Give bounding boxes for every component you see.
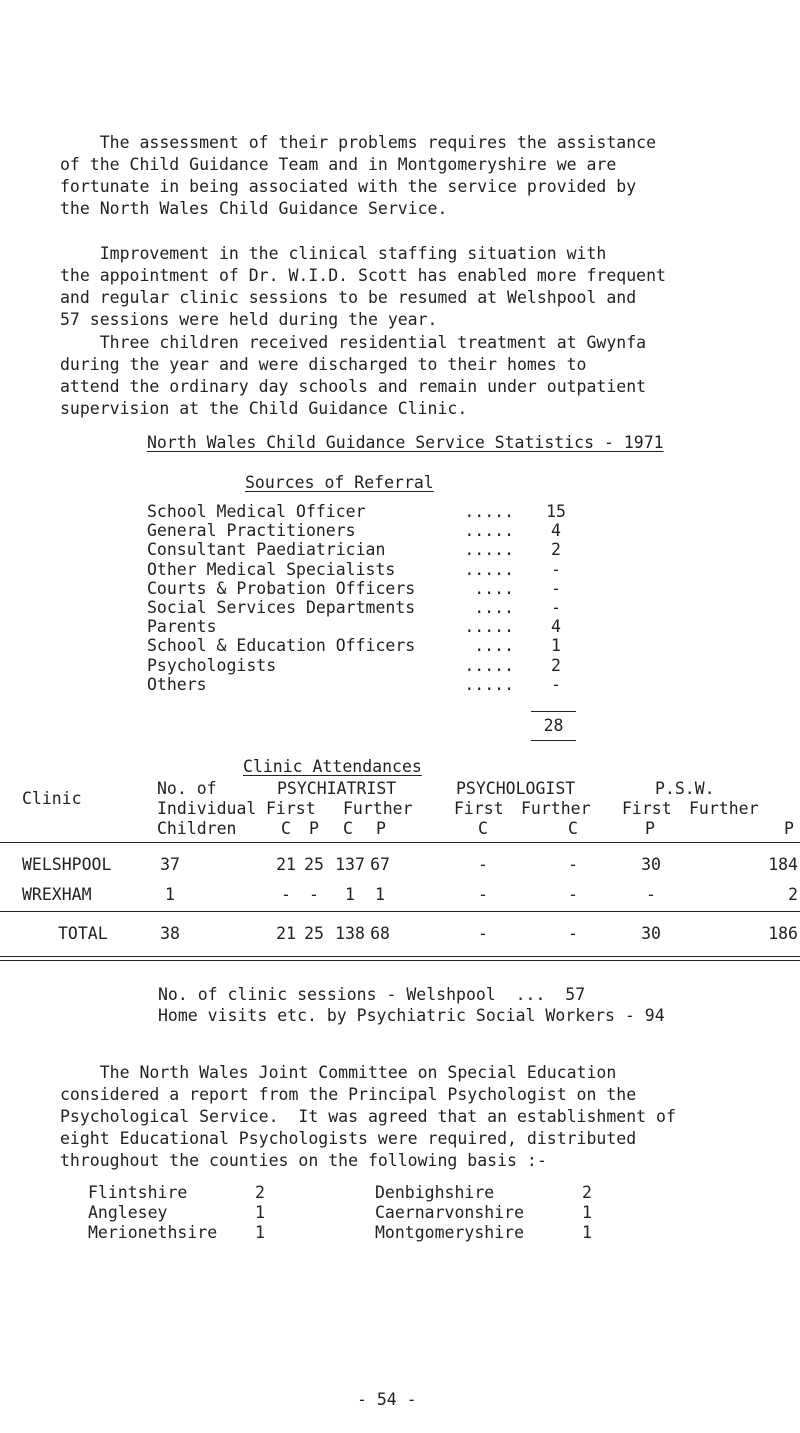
header-psw: P.S.W. [655, 779, 715, 798]
header-c: C [478, 819, 488, 838]
referral-label: School Medical Officer [147, 502, 366, 521]
county-count: 2 [582, 1183, 592, 1202]
cell-pcl-first-c: - [478, 885, 488, 904]
sessions-line: No. of clinic sessions - Welshpool ... 57 [158, 985, 586, 1004]
referral-label: Courts & Probation Officers [147, 579, 416, 598]
table-rule [0, 911, 800, 912]
referral-label: Psychologists [147, 656, 277, 675]
cell-pcl-first-c: - [478, 855, 488, 874]
text-line: the appointment of Dr. W.I.D. Scott has enabled more frequent [60, 266, 666, 285]
text-line: and regular clinic sessions to be resumed at Welshpool and [60, 288, 637, 307]
cell-psw-first-p: 30 [641, 855, 661, 874]
text-line: throughout the counties on the following basis :- [60, 1151, 547, 1170]
referral-leader-dots: ..... [464, 617, 514, 636]
county-name: Merionethsire [88, 1223, 218, 1242]
referral-leader-dots: ..... [464, 502, 514, 521]
text-line: the North Wales Child Guidance Service. [60, 199, 448, 218]
header-psychiatrist: PSYCHIATRIST [277, 779, 397, 798]
county-count: 2 [255, 1183, 265, 1202]
header-p: P [309, 819, 319, 838]
referral-value: 1 [551, 636, 561, 655]
header-psy-first: First [266, 799, 316, 818]
referral-leader-dots: .... [474, 636, 514, 655]
header-p: P [645, 819, 655, 838]
referral-leader-dots: ..... [464, 521, 514, 540]
text-line: fortunate in being associated with the service provided by [60, 177, 637, 196]
referral-value: - [551, 560, 561, 579]
referral-label: Consultant Paediatrician [147, 540, 386, 559]
county-name: Montgomeryshire [375, 1223, 525, 1242]
header-children: Children [157, 819, 237, 838]
referral-value: 2 [551, 540, 561, 559]
total-rule [531, 711, 576, 712]
text-line: during the year and were discharged to their homes to [60, 355, 587, 374]
cell-psw-first-p: 30 [641, 924, 661, 943]
attendances-heading: Clinic Attendances [243, 757, 422, 776]
text-line: The North Wales Joint Committee on Special Education [60, 1063, 617, 1082]
cell-clinic: TOTAL [58, 924, 108, 943]
referral-value: 4 [551, 617, 561, 636]
referral-value: 15 [546, 502, 566, 521]
referral-leader-dots: .... [474, 598, 514, 617]
cell-psw-further-p: 2 [788, 885, 798, 904]
cell-children: 1 [165, 885, 175, 904]
cell-psy-further-c: 1 [345, 885, 355, 904]
page-number: - 54 - [357, 1390, 417, 1409]
text-line: of the Child Guidance Team and in Montgomeryshire we are [60, 155, 617, 174]
header-pcl-first: First [454, 799, 504, 818]
header-psychologist: PSYCHOLOGIST [456, 779, 576, 798]
county-count: 1 [582, 1223, 592, 1242]
cell-children: 38 [160, 924, 180, 943]
cell-psy-first-c: 21 [276, 924, 296, 943]
cell-psy-first-c: 21 [276, 855, 296, 874]
header-p: P [784, 819, 794, 838]
cell-psy-further-c: 138 [335, 924, 365, 943]
cell-clinic: WELSHPOOL [22, 855, 112, 874]
text-line: Improvement in the clinical staffing situation with [60, 244, 607, 263]
cell-psw-first-p: - [646, 885, 656, 904]
cell-pcl-further-c: - [568, 885, 578, 904]
header-individual: Individual [157, 799, 257, 818]
header-psw-first: First [622, 799, 672, 818]
cell-pcl-further-c: - [568, 855, 578, 874]
referral-heading: Sources of Referral [245, 473, 434, 492]
table-rule [0, 842, 800, 843]
referral-leader-dots: ..... [464, 656, 514, 675]
header-psw-further: Further [689, 799, 759, 818]
county-name: Anglesey [88, 1203, 168, 1222]
cell-pcl-further-c: - [568, 924, 578, 943]
referral-value: - [551, 598, 561, 617]
cell-psy-further-p: 1 [375, 885, 385, 904]
county-name: Denbighshire [375, 1183, 495, 1202]
referral-value: 2 [551, 656, 561, 675]
referral-label: School & Education Officers [147, 636, 416, 655]
cell-psw-further-p: 184 [768, 855, 798, 874]
home-visits-line: Home visits etc. by Psychiatric Social Workers - 94 [158, 1006, 665, 1025]
text-line: considered a report from the Principal Psychologist on the [60, 1085, 637, 1104]
referral-leader-dots: ..... [464, 675, 514, 694]
text-line: Three children received residential treatment at Gwynfa [60, 333, 647, 352]
cell-psy-further-p: 67 [370, 855, 390, 874]
cell-clinic: WREXHAM [22, 885, 92, 904]
header-psy-further: Further [343, 799, 413, 818]
county-count: 1 [582, 1203, 592, 1222]
text-line: attend the ordinary day schools and remain under outpatient [60, 377, 647, 396]
cell-psy-first-p: 25 [304, 924, 324, 943]
referral-leader-dots: ..... [464, 540, 514, 559]
header-c: C [568, 819, 578, 838]
text-line: eight Educational Psychologists were required, distributed [60, 1129, 637, 1148]
cell-psy-first-c: - [281, 885, 291, 904]
referral-label: Parents [147, 617, 217, 636]
cell-psw-further-p: 186 [768, 924, 798, 943]
cell-psy-further-p: 68 [370, 924, 390, 943]
referral-leader-dots: .... [474, 579, 514, 598]
referral-value: 4 [551, 521, 561, 540]
county-count: 1 [255, 1223, 265, 1242]
header-p: P [376, 819, 386, 838]
header-clinic: Clinic [22, 789, 82, 808]
total-rule [531, 740, 576, 741]
referral-label: General Practitioners [147, 521, 356, 540]
text-line: The assessment of their problems requires the assistance [60, 133, 657, 152]
table-rule [0, 956, 800, 957]
referral-label: Social Services Departments [147, 598, 416, 617]
county-name: Caernarvonshire [375, 1203, 525, 1222]
cell-psy-further-c: 137 [335, 855, 365, 874]
referral-value: - [551, 579, 561, 598]
county-name: Flintshire [88, 1183, 188, 1202]
table-rule [0, 960, 800, 961]
text-line: Psychological Service. It was agreed that an establishment of [60, 1107, 676, 1126]
referral-leader-dots: ..... [464, 560, 514, 579]
cell-pcl-first-c: - [478, 924, 488, 943]
referral-label: Others [147, 675, 207, 694]
referral-value: - [551, 675, 561, 694]
text-line: 57 sessions were held during the year. [60, 310, 438, 329]
text-line: supervision at the Child Guidance Clinic. [60, 399, 468, 418]
referral-total: 28 [543, 716, 564, 735]
referral-label: Other Medical Specialists [147, 560, 396, 579]
cell-psy-first-p: - [309, 885, 319, 904]
cell-psy-first-p: 25 [304, 855, 324, 874]
county-count: 1 [255, 1203, 265, 1222]
stats-title: North Wales Child Guidance Service Statistics - 1971 [147, 433, 664, 452]
header-pcl-further: Further [521, 799, 591, 818]
header-c: C [281, 819, 291, 838]
header-no-of: No. of [157, 779, 217, 798]
header-c: C [343, 819, 353, 838]
cell-children: 37 [160, 855, 180, 874]
